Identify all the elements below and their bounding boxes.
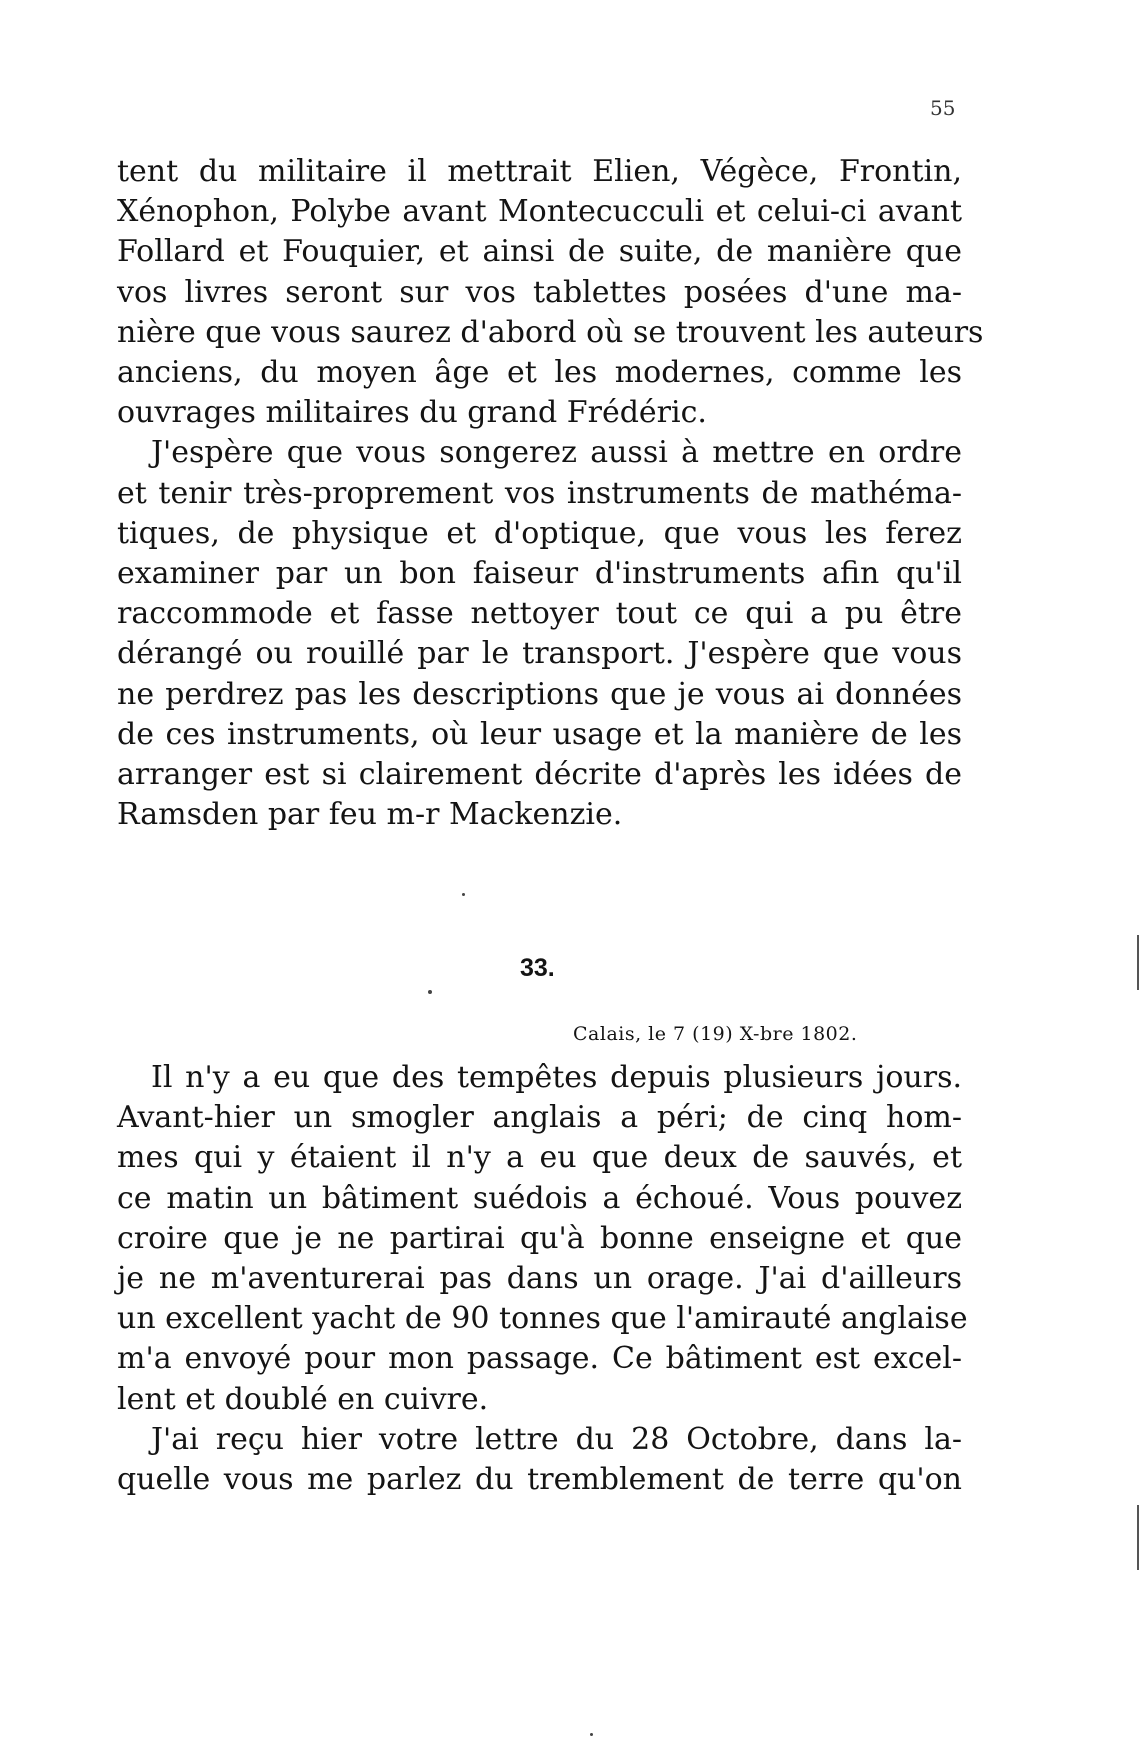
scan-speck: [590, 1733, 593, 1736]
page-number: 55: [930, 96, 956, 120]
text-line: raccommode et fasse nettoyer tout ce qui a pu être: [117, 596, 962, 632]
text-line: croire que je ne partirai qu'à bonne enseigne et que: [117, 1220, 962, 1256]
text-line: Il n'y a eu que des tempêtes depuis plusieurs jours.: [151, 1060, 962, 1095]
text-line: et tenir très-proprement vos instruments de mathéma-: [117, 475, 962, 511]
text-line: tiques, de physique et d'optique, que vous les ferez: [117, 515, 962, 551]
text-line: J'espère que vous songerez aussi à mettre en ordre: [151, 435, 962, 471]
text-line: dérangé ou rouillé par le transport. J'espère que vous: [117, 636, 962, 672]
text-line: vos livres seront sur vos tablettes posées d'une ma-: [117, 274, 962, 310]
text-line: ouvrages militaires du grand Frédéric.: [117, 395, 707, 431]
text-line: je ne m'aventurerai pas dans un orage. J'ai d'ailleurs: [117, 1261, 962, 1297]
text-line: Ramsden par feu m-r Mackenzie.: [117, 797, 623, 833]
text-line: quelle vous me parlez du tremblement de terre qu'on: [117, 1462, 962, 1498]
text-line: J'ai reçu hier votre lettre du 28 Octobre, dans la-: [151, 1421, 962, 1457]
text-line: examiner par un bon faiseur d'instruments afin qu'il: [117, 556, 962, 592]
text-line: ne perdrez pas les descriptions que je vous ai données: [117, 676, 962, 712]
text-line: anciens, du moyen âge et les modernes, comme les: [117, 355, 962, 391]
paragraph: [117, 1058, 968, 1420]
top-text-block: [117, 152, 984, 835]
paragraph: [117, 1420, 962, 1500]
text-line: Xénophon, Polybe avant Montecucculi et celui-ci avant: [117, 194, 962, 230]
text-line: Avant-hier un smogler anglais a péri; de cinq hom-: [117, 1100, 962, 1136]
scan-edge-mark: [1137, 1505, 1139, 1570]
scan-speck: [462, 893, 465, 896]
text-line: un excellent yacht de 90 tonnes que l'amirauté anglaise: [117, 1301, 968, 1337]
text-line: de ces instruments, où leur usage et la manière de les: [117, 716, 962, 752]
scan-speck: [428, 990, 432, 994]
paragraph: [117, 152, 984, 433]
text-line: m'a envoyé pour mon passage. Ce bâtiment est excel-: [117, 1341, 962, 1377]
scan-edge-mark: [1137, 935, 1139, 990]
paragraph: [117, 433, 962, 835]
bottom-text-block: [117, 1058, 968, 1500]
text-line: lent et doublé en cuivre.: [117, 1381, 489, 1417]
text-line: tent du militaire il mettrait Elien, Végèce, Frontin,: [117, 154, 962, 189]
text-line: arranger est si clairement décrite d'après les idées de: [117, 757, 962, 793]
text-line: Follard et Fouquier, et ainsi de suite, de manière que: [117, 234, 962, 270]
text-line: mes qui y étaient il n'y a eu que deux de sauvés, et: [117, 1140, 962, 1176]
text-line: ce matin un bâtiment suédois a échoué. Vous pouvez: [117, 1180, 962, 1216]
letter-number: 33.: [520, 954, 555, 982]
text-line: nière que vous saurez d'abord où se trouvent les auteurs: [117, 314, 984, 350]
dateline: Calais, le 7 (19) X-bre 1802.: [573, 1023, 858, 1045]
